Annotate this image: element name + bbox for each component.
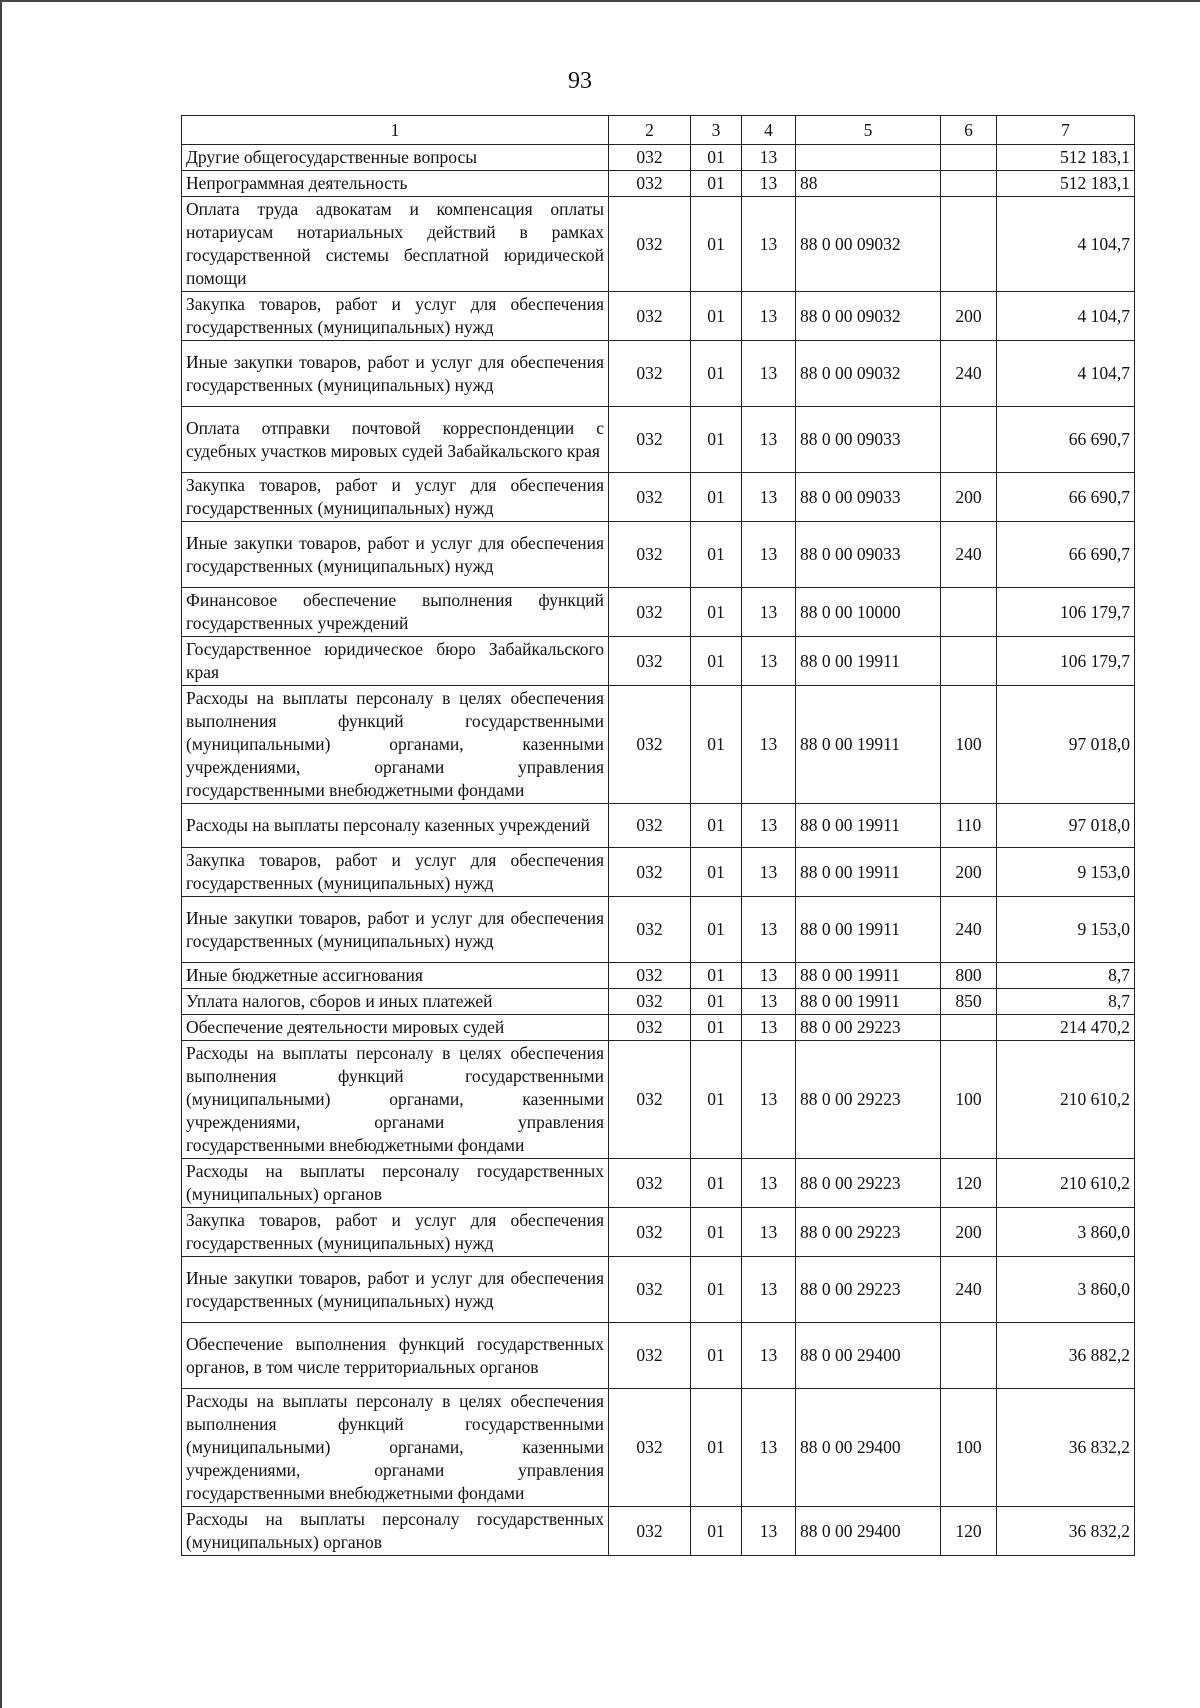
row-target-article: 88 0 00 19911 — [796, 897, 941, 963]
row-section-code: 01 — [691, 1159, 742, 1208]
row-subsection-code: 13 — [742, 197, 796, 292]
row-description: Закупка товаров, работ и услуг для обеспечения государственных (муниципальных) нужд — [182, 848, 609, 897]
row-ministry-code: 032 — [609, 963, 691, 989]
row-subsection-code: 13 — [742, 848, 796, 897]
table-row — [182, 1323, 1135, 1389]
row-ministry-code: 032 — [609, 897, 691, 963]
row-target-article: 88 0 00 09032 — [796, 341, 941, 407]
row-ministry-code: 032 — [609, 341, 691, 407]
row-amount: 3 860,0 — [997, 1257, 1135, 1323]
table-row — [182, 145, 1135, 171]
row-subsection-code: 13 — [742, 989, 796, 1015]
row-subsection-code: 13 — [742, 522, 796, 588]
table-row — [182, 341, 1135, 407]
row-amount: 106 179,7 — [997, 588, 1135, 637]
row-amount: 9 153,0 — [997, 897, 1135, 963]
row-expense-type — [941, 145, 997, 171]
row-subsection-code: 13 — [742, 1507, 796, 1556]
row-description: Финансовое обеспечение выполнения функций государственных учреждений — [182, 588, 609, 637]
row-ministry-code: 032 — [609, 197, 691, 292]
row-description: Закупка товаров, работ и услуг для обеспечения государственных (муниципальных) нужд — [182, 292, 609, 341]
row-subsection-code: 13 — [742, 686, 796, 804]
row-expense-type: 200 — [941, 473, 997, 522]
row-expense-type: 110 — [941, 804, 997, 848]
row-amount: 214 470,2 — [997, 1015, 1135, 1041]
row-ministry-code: 032 — [609, 1389, 691, 1507]
row-target-article: 88 0 00 09032 — [796, 292, 941, 341]
row-amount: 210 610,2 — [997, 1041, 1135, 1159]
table-row — [182, 686, 1135, 804]
row-expense-type: 200 — [941, 1208, 997, 1257]
row-section-code: 01 — [691, 848, 742, 897]
header-col-6: 6 — [941, 116, 997, 145]
row-expense-type: 240 — [941, 1257, 997, 1323]
row-amount: 66 690,7 — [997, 407, 1135, 473]
row-ministry-code: 032 — [609, 1041, 691, 1159]
table-row — [182, 522, 1135, 588]
row-section-code: 01 — [691, 1015, 742, 1041]
row-ministry-code: 032 — [609, 407, 691, 473]
row-description: Расходы на выплаты персоналу государственных (муниципальных) органов — [182, 1159, 609, 1208]
row-target-article: 88 0 00 09032 — [796, 197, 941, 292]
row-expense-type: 200 — [941, 848, 997, 897]
row-amount: 4 104,7 — [997, 292, 1135, 341]
row-target-article: 88 0 00 29223 — [796, 1015, 941, 1041]
row-section-code: 01 — [691, 686, 742, 804]
row-ministry-code: 032 — [609, 804, 691, 848]
row-subsection-code: 13 — [742, 1389, 796, 1507]
row-subsection-code: 13 — [742, 963, 796, 989]
table-row — [182, 989, 1135, 1015]
row-ministry-code: 032 — [609, 1323, 691, 1389]
row-target-article: 88 0 00 29223 — [796, 1041, 941, 1159]
row-description: Уплата налогов, сборов и иных платежей — [182, 989, 609, 1015]
row-amount: 4 104,7 — [997, 341, 1135, 407]
row-section-code: 01 — [691, 1208, 742, 1257]
table-row — [182, 637, 1135, 686]
row-description: Другие общегосударственные вопросы — [182, 145, 609, 171]
row-ministry-code: 032 — [609, 473, 691, 522]
row-ministry-code: 032 — [609, 686, 691, 804]
row-subsection-code: 13 — [742, 804, 796, 848]
table-row — [182, 197, 1135, 292]
row-target-article: 88 0 00 29223 — [796, 1159, 941, 1208]
table-row — [182, 171, 1135, 197]
row-subsection-code: 13 — [742, 637, 796, 686]
row-section-code: 01 — [691, 341, 742, 407]
row-ministry-code: 032 — [609, 522, 691, 588]
table-row — [182, 1257, 1135, 1323]
row-subsection-code: 13 — [742, 292, 796, 341]
table-row — [182, 292, 1135, 341]
row-amount: 512 183,1 — [997, 171, 1135, 197]
row-target-article: 88 0 00 29400 — [796, 1507, 941, 1556]
row-target-article: 88 0 00 19911 — [796, 848, 941, 897]
row-target-article: 88 0 00 09033 — [796, 473, 941, 522]
row-target-article: 88 0 00 19911 — [796, 804, 941, 848]
row-ministry-code: 032 — [609, 1159, 691, 1208]
row-amount: 3 860,0 — [997, 1208, 1135, 1257]
row-description: Расходы на выплаты персоналу в целях обеспечения выполнения функций государственными (муниципальными) органами, казенными учреждениями, органами управления государственными внебюджетными фондами — [182, 686, 609, 804]
row-amount: 512 183,1 — [997, 145, 1135, 171]
row-expense-type: 800 — [941, 963, 997, 989]
row-description: Закупка товаров, работ и услуг для обеспечения государственных (муниципальных) нужд — [182, 1208, 609, 1257]
row-target-article: 88 0 00 29400 — [796, 1389, 941, 1507]
table-row — [182, 588, 1135, 637]
table-row — [182, 1507, 1135, 1556]
header-col-1: 1 — [182, 116, 609, 145]
row-description: Государственное юридическое бюро Забайкальского края — [182, 637, 609, 686]
row-amount: 66 690,7 — [997, 522, 1135, 588]
row-description: Иные бюджетные ассигнования — [182, 963, 609, 989]
row-target-article: 88 0 00 09033 — [796, 522, 941, 588]
table-row — [182, 897, 1135, 963]
row-amount: 36 882,2 — [997, 1323, 1135, 1389]
row-description: Оплата отправки почтовой корреспонденции с судебных участков мировых судей Забайкальского края — [182, 407, 609, 473]
row-expense-type: 240 — [941, 522, 997, 588]
header-col-3: 3 — [691, 116, 742, 145]
row-section-code: 01 — [691, 145, 742, 171]
row-description: Иные закупки товаров, работ и услуг для обеспечения государственных (муниципальных) нужд — [182, 341, 609, 407]
row-expense-type: 100 — [941, 686, 997, 804]
table-row — [182, 1015, 1135, 1041]
row-expense-type — [941, 637, 997, 686]
row-ministry-code: 032 — [609, 989, 691, 1015]
row-description: Обеспечение деятельности мировых судей — [182, 1015, 609, 1041]
row-ministry-code: 032 — [609, 145, 691, 171]
row-description: Иные закупки товаров, работ и услуг для обеспечения государственных (муниципальных) нужд — [182, 1257, 609, 1323]
row-section-code: 01 — [691, 588, 742, 637]
row-subsection-code: 13 — [742, 1257, 796, 1323]
row-expense-type: 200 — [941, 292, 997, 341]
row-subsection-code: 13 — [742, 1015, 796, 1041]
row-expense-type: 100 — [941, 1041, 997, 1159]
row-target-article: 88 0 00 19911 — [796, 686, 941, 804]
table-body — [182, 145, 1135, 1556]
row-section-code: 01 — [691, 1257, 742, 1323]
row-expense-type — [941, 171, 997, 197]
row-section-code: 01 — [691, 804, 742, 848]
row-ministry-code: 032 — [609, 588, 691, 637]
row-section-code: 01 — [691, 522, 742, 588]
row-expense-type — [941, 407, 997, 473]
row-amount: 66 690,7 — [997, 473, 1135, 522]
row-subsection-code: 13 — [742, 1159, 796, 1208]
row-amount: 9 153,0 — [997, 848, 1135, 897]
row-subsection-code: 13 — [742, 473, 796, 522]
row-subsection-code: 13 — [742, 588, 796, 637]
table-row — [182, 848, 1135, 897]
row-amount: 210 610,2 — [997, 1159, 1135, 1208]
row-target-article: 88 0 00 19911 — [796, 989, 941, 1015]
row-section-code: 01 — [691, 292, 742, 341]
row-subsection-code: 13 — [742, 171, 796, 197]
row-ministry-code: 032 — [609, 171, 691, 197]
row-subsection-code: 13 — [742, 145, 796, 171]
row-expense-type: 100 — [941, 1389, 997, 1507]
row-amount: 97 018,0 — [997, 804, 1135, 848]
page-number: 93 — [568, 68, 592, 94]
row-expense-type — [941, 1015, 997, 1041]
row-section-code: 01 — [691, 963, 742, 989]
row-subsection-code: 13 — [742, 341, 796, 407]
row-amount: 36 832,2 — [997, 1389, 1135, 1507]
row-description: Иные закупки товаров, работ и услуг для обеспечения государственных (муниципальных) нужд — [182, 897, 609, 963]
header-col-5: 5 — [796, 116, 941, 145]
table-row — [182, 804, 1135, 848]
row-subsection-code: 13 — [742, 1041, 796, 1159]
table-row — [182, 963, 1135, 989]
row-expense-type — [941, 1323, 997, 1389]
row-target-article: 88 0 00 10000 — [796, 588, 941, 637]
budget-table — [181, 115, 1135, 1556]
row-amount: 36 832,2 — [997, 1507, 1135, 1556]
row-amount: 97 018,0 — [997, 686, 1135, 804]
header-row — [182, 116, 1135, 145]
row-section-code: 01 — [691, 197, 742, 292]
header-col-7: 7 — [997, 116, 1135, 145]
row-expense-type: 240 — [941, 341, 997, 407]
table-row — [182, 407, 1135, 473]
row-section-code: 01 — [691, 1507, 742, 1556]
table-row — [182, 1159, 1135, 1208]
row-expense-type — [941, 197, 997, 292]
row-amount: 106 179,7 — [997, 637, 1135, 686]
row-expense-type: 850 — [941, 989, 997, 1015]
row-description: Непрограммная деятельность — [182, 171, 609, 197]
row-description: Обеспечение выполнения функций государственных органов, в том числе территориальных органов — [182, 1323, 609, 1389]
row-target-article: 88 0 00 19911 — [796, 963, 941, 989]
row-target-article: 88 0 00 29223 — [796, 1208, 941, 1257]
row-target-article: 88 0 00 29400 — [796, 1323, 941, 1389]
row-ministry-code: 032 — [609, 292, 691, 341]
row-expense-type: 120 — [941, 1159, 997, 1208]
row-ministry-code: 032 — [609, 1015, 691, 1041]
row-ministry-code: 032 — [609, 637, 691, 686]
row-description: Закупка товаров, работ и услуг для обеспечения государственных (муниципальных) нужд — [182, 473, 609, 522]
row-subsection-code: 13 — [742, 1208, 796, 1257]
row-ministry-code: 032 — [609, 1208, 691, 1257]
row-amount: 4 104,7 — [997, 197, 1135, 292]
row-expense-type: 120 — [941, 1507, 997, 1556]
row-description: Иные закупки товаров, работ и услуг для обеспечения государственных (муниципальных) нужд — [182, 522, 609, 588]
row-target-article: 88 0 00 09033 — [796, 407, 941, 473]
row-section-code: 01 — [691, 989, 742, 1015]
row-subsection-code: 13 — [742, 1323, 796, 1389]
row-description: Расходы на выплаты персоналу в целях обеспечения выполнения функций государственными (муниципальными) органами, казенными учреждениями, органами управления государственными внебюджетными фондами — [182, 1041, 609, 1159]
row-target-article: 88 0 00 29223 — [796, 1257, 941, 1323]
row-description: Оплата труда адвокатам и компенсация оплаты нотариусам нотариальных действий в рамках государственной системы бесплатной юридической помощи — [182, 197, 609, 292]
table-row — [182, 1041, 1135, 1159]
row-ministry-code: 032 — [609, 848, 691, 897]
row-section-code: 01 — [691, 1041, 742, 1159]
row-section-code: 01 — [691, 897, 742, 963]
row-expense-type: 240 — [941, 897, 997, 963]
header-col-2: 2 — [609, 116, 691, 145]
row-amount: 8,7 — [997, 963, 1135, 989]
row-section-code: 01 — [691, 171, 742, 197]
row-ministry-code: 032 — [609, 1507, 691, 1556]
row-description: Расходы на выплаты персоналу в целях обеспечения выполнения функций государственными (муниципальными) органами, казенными учреждениями, органами управления государственными внебюджетными фондами — [182, 1389, 609, 1507]
header-col-4: 4 — [742, 116, 796, 145]
row-ministry-code: 032 — [609, 1257, 691, 1323]
row-expense-type — [941, 588, 997, 637]
row-section-code: 01 — [691, 1323, 742, 1389]
table-row — [182, 473, 1135, 522]
row-description: Расходы на выплаты персоналу государственных (муниципальных) органов — [182, 1507, 609, 1556]
row-description: Расходы на выплаты персоналу казенных учреждений — [182, 804, 609, 848]
row-section-code: 01 — [691, 407, 742, 473]
row-subsection-code: 13 — [742, 407, 796, 473]
table-row — [182, 1208, 1135, 1257]
row-target-article: 88 0 00 19911 — [796, 637, 941, 686]
table-row — [182, 1389, 1135, 1507]
row-section-code: 01 — [691, 637, 742, 686]
row-section-code: 01 — [691, 1389, 742, 1507]
row-section-code: 01 — [691, 473, 742, 522]
row-amount: 8,7 — [997, 989, 1135, 1015]
row-target-article: 88 — [796, 171, 941, 197]
row-subsection-code: 13 — [742, 897, 796, 963]
row-target-article — [796, 145, 941, 171]
